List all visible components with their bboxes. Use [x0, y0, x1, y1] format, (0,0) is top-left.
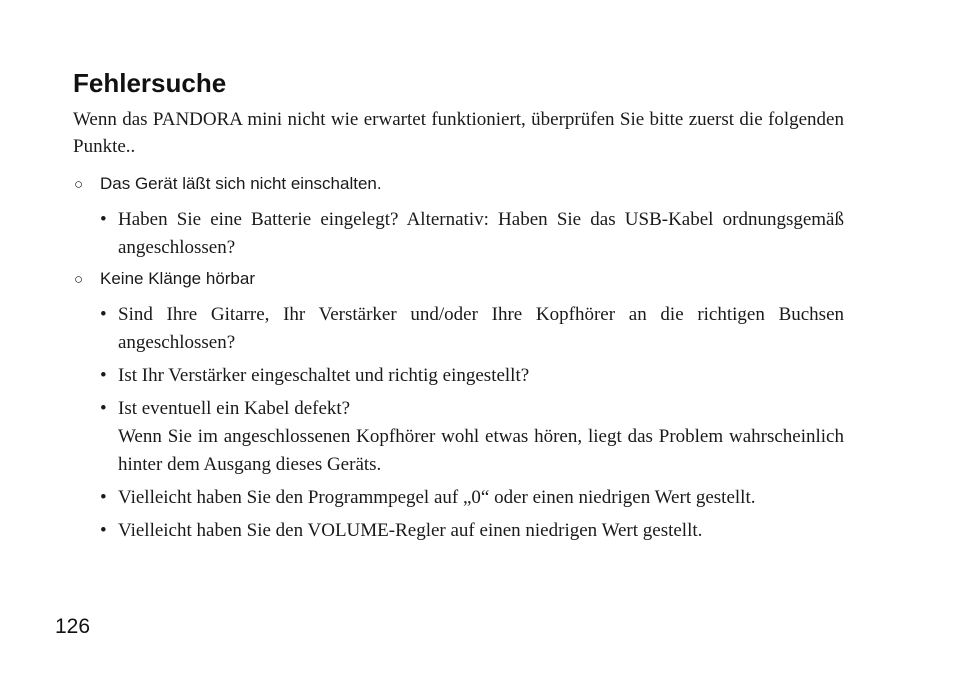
list-item-text: Haben Sie eine Batterie eingelegt? Alternativ: Haben Sie das USB-Kabel ordnungsgemäß angeschlossen?	[118, 209, 844, 258]
list-item-text: Vielleicht haben Sie den VOLUME-Regler auf einen niedrigen Wert gestellt.	[118, 520, 703, 541]
list-item-text: Ist Ihr Verstärker eingeschaltet und richtig eingestellt?	[118, 365, 530, 386]
list-item	[100, 301, 844, 357]
page-title: Fehlersuche	[73, 68, 227, 98]
bullet-dot-icon: •	[100, 520, 107, 541]
page-content	[73, 66, 844, 550]
section-list-power	[73, 206, 844, 262]
section-heading-text: Das Gerät läßt sich nicht einschalten.	[100, 174, 382, 193]
list-item	[100, 517, 844, 545]
list-item-note: Wenn Sie im angeschlossenen Kopfhörer wohl etwas hören, liegt das Problem wahrscheinlich hinter dem Ausgang dieses Geräts.	[118, 426, 844, 475]
bullet-dot-icon: •	[100, 209, 107, 230]
section-heading-text: Keine Klänge hörbar	[100, 269, 256, 288]
list-item	[100, 206, 844, 262]
list-item-text: Vielleicht haben Sie den Programmpegel auf „0“ oder einen niedrigen Wert gestellt.	[118, 487, 756, 508]
list-item-text: Ist eventuell ein Kabel defekt?	[118, 398, 351, 419]
list-item	[100, 484, 844, 512]
bullet-dot-icon: •	[100, 304, 107, 325]
section-list-no-sound	[73, 301, 844, 545]
intro-paragraph: Wenn das PANDORA mini nicht wie erwartet funktioniert, überprüfen Sie bitte zuerst die folgenden Punkte..	[73, 109, 844, 157]
list-item	[100, 362, 844, 390]
bullet-dot-icon: •	[100, 365, 107, 386]
page-number: 126	[55, 615, 91, 638]
circle-bullet-icon: ○	[74, 271, 84, 288]
bullet-dot-icon: •	[100, 398, 107, 419]
list-item	[100, 395, 844, 479]
bullet-dot-icon: •	[100, 487, 107, 508]
section-heading-no-sound	[73, 267, 844, 292]
list-item-text: Sind Ihre Gitarre, Ihr Verstärker und/oder Ihre Kopfhörer an die richtigen Buchsen angeschlossen?	[118, 304, 844, 353]
circle-bullet-icon: ○	[74, 176, 84, 193]
section-heading-power	[73, 172, 844, 197]
